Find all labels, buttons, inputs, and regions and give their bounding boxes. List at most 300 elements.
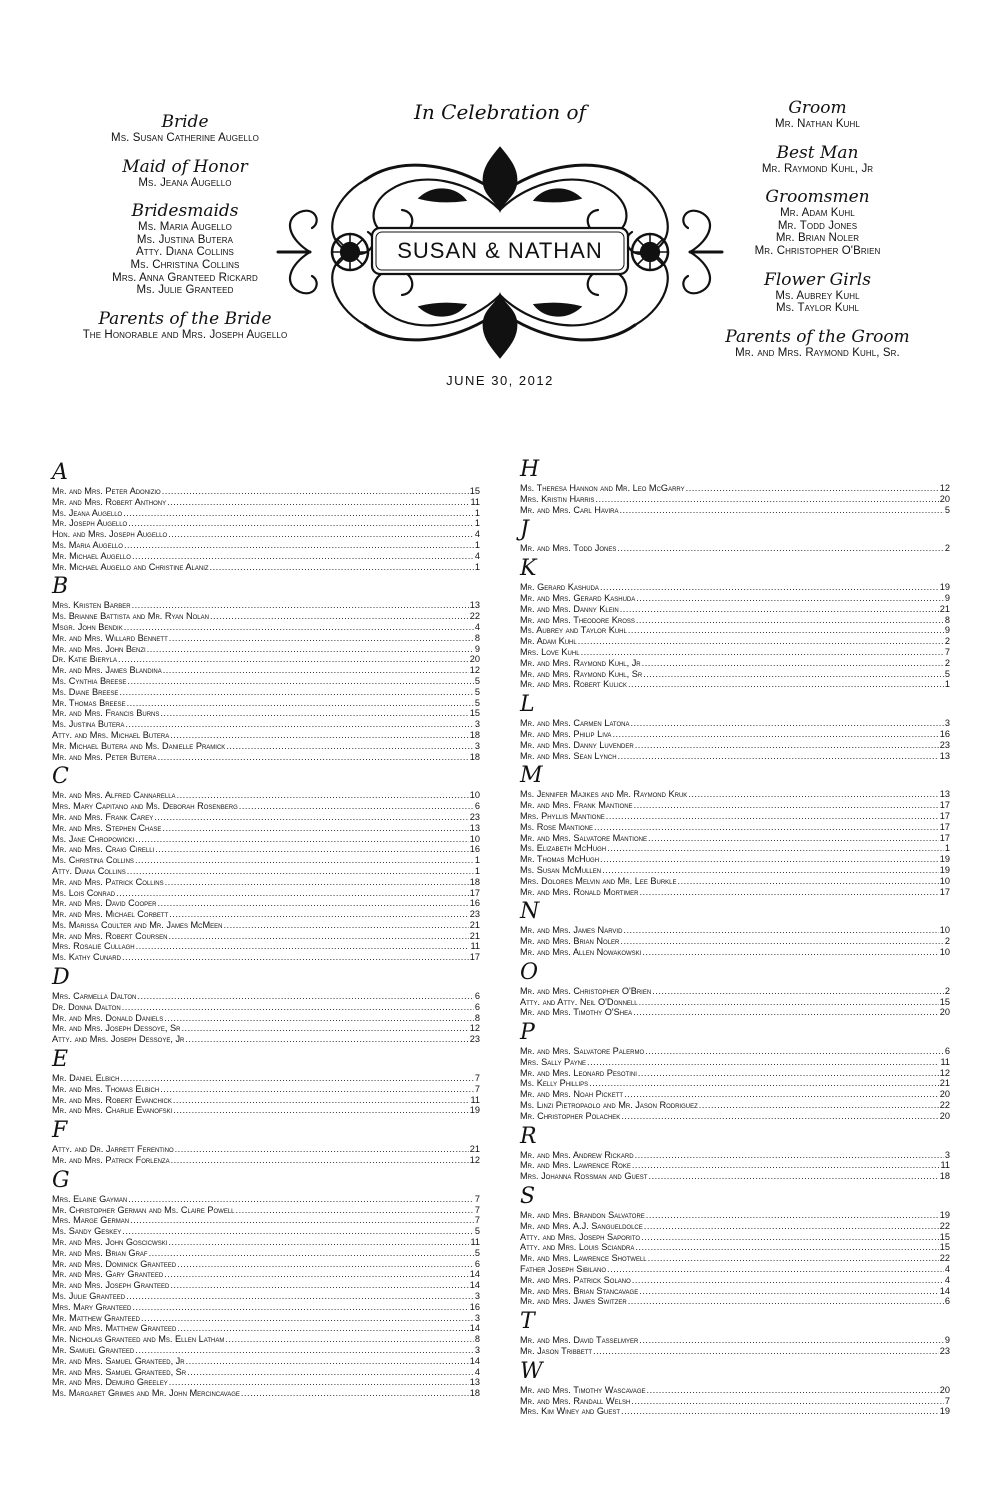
guest-name: Mr. and Mrs. John Goscicwski (52, 1237, 168, 1248)
table-number: 6 (474, 1001, 480, 1012)
guest-name: Ms. Margaret Grimes and Mr. John Mercincavage (52, 1388, 240, 1399)
dot-leader (135, 855, 474, 866)
guest-name: Mr. and Mrs. Raymond Kuhl, Sr (520, 668, 643, 679)
table-number: 3 (474, 719, 480, 730)
guest-name: Mr. and Mrs. Timothy Wascavage (520, 1384, 646, 1395)
dot-leader (118, 654, 469, 665)
dot-leader (177, 790, 469, 801)
dot-leader (647, 1385, 939, 1396)
guest-row (52, 801, 480, 812)
guest-row (52, 844, 480, 855)
guest-name: Msgr. John Bendik (52, 621, 123, 632)
guest-row (520, 669, 950, 680)
dot-leader (123, 508, 474, 519)
guest-row (52, 730, 480, 741)
dot-leader (241, 1388, 469, 1399)
guest-name: Ms. Susan McMullen (520, 864, 602, 875)
table-number: 1 (474, 855, 480, 866)
celebration-heading: In Celebration of (414, 100, 586, 124)
guest-row (52, 1323, 480, 1334)
guest-name: Mr. Adam Kuhl (520, 636, 577, 647)
party-member-name: Ms. Taylor Kuhl (775, 302, 860, 315)
guest-name: Mr. and Mrs. A.J. Sangueldolce (520, 1220, 643, 1231)
guest-row (520, 811, 950, 822)
dot-leader (147, 644, 474, 655)
guest-row (520, 936, 950, 947)
section-letter: W (520, 1358, 543, 1384)
dot-leader (578, 636, 944, 647)
guest-row (52, 1194, 480, 1205)
dot-leader (589, 1078, 939, 1089)
guest-row (520, 925, 950, 936)
dot-leader (170, 730, 469, 741)
dot-leader (606, 811, 939, 822)
dot-leader (648, 1171, 938, 1182)
dot-leader (623, 925, 938, 936)
guest-name: Mr. Matthew Granteed (52, 1312, 140, 1323)
guest-row (520, 1221, 950, 1232)
table-number: 11 (470, 496, 480, 507)
dot-leader (181, 1023, 468, 1034)
guest-row (520, 1100, 950, 1111)
guest-row (520, 679, 950, 690)
guest-row (520, 1171, 950, 1182)
table-number: 17 (469, 952, 480, 963)
guest-name: Mr. and Mrs. Theodore Kross (520, 614, 635, 625)
table-number: 16 (469, 1301, 480, 1312)
dot-leader (130, 1215, 474, 1226)
section-letter: B (52, 574, 69, 600)
guest-row (52, 931, 480, 942)
section-letter: K (520, 556, 537, 582)
party-member-name: Ms. Aubrey Kuhl (775, 289, 860, 302)
dot-leader (169, 633, 474, 644)
dot-leader (173, 1105, 468, 1116)
table-number: 10 (939, 925, 950, 936)
dot-leader (632, 1275, 944, 1286)
dot-leader (158, 752, 469, 763)
guest-name: Mr. and Mrs. Salvatore Palermo (520, 1046, 645, 1057)
guest-row (520, 1068, 950, 1079)
dot-leader (128, 1194, 474, 1205)
dot-leader (600, 854, 939, 865)
dot-leader (593, 1346, 939, 1357)
dot-leader (171, 1155, 469, 1166)
guest-row (520, 1160, 950, 1171)
dot-leader (602, 865, 939, 876)
guest-row (52, 1313, 480, 1324)
dot-leader (210, 562, 474, 573)
guest-name: Ms. Jeana Augello (52, 507, 123, 518)
dot-leader (581, 647, 944, 658)
guest-name: Mr. and Mrs. Carl Havira (520, 504, 619, 515)
guest-row (52, 1237, 480, 1248)
dot-leader (177, 1323, 468, 1334)
guest-name: Mrs. Dolores Melvin and Mr. Lee Burkle (520, 875, 677, 886)
table-number: 22 (469, 611, 480, 622)
dot-leader (621, 1111, 938, 1122)
table-number: 19 (939, 1406, 950, 1417)
table-number: 4 (474, 1366, 480, 1377)
guest-row (520, 1286, 950, 1297)
dot-leader (141, 1313, 474, 1324)
table-number: 20 (939, 1384, 950, 1395)
guest-row (52, 1002, 480, 1013)
guest-row (520, 986, 950, 997)
guest-row (52, 1155, 480, 1166)
guest-name: Mr. and Mrs. Frank Mantione (520, 800, 633, 811)
guest-row (52, 654, 480, 665)
guest-name: Ms. Brianne Battista and Mr. Ryan Nolan (52, 611, 209, 622)
guest-name: Mr. and Mrs. Peter Butera (52, 751, 157, 762)
guest-name: Mrs. Phyllis Mantione (520, 810, 605, 821)
table-number: 6 (944, 1296, 950, 1307)
guest-name: Atty. Diana Collins (52, 865, 126, 876)
dot-leader (116, 888, 469, 899)
table-number: 1 (474, 539, 480, 550)
guest-row (52, 752, 480, 763)
guest-name: Ms. Cynthia Breese (52, 675, 127, 686)
table-number: 8 (944, 614, 950, 625)
dot-leader (688, 789, 938, 800)
wedding-date: JUNE 30, 2012 (446, 373, 554, 388)
guest-name: Mr. and Mrs. Dominick Granteed (52, 1258, 177, 1269)
guest-name: Mr. and Mrs. Samuel Granteed, Sr (52, 1366, 187, 1377)
guest-name: Mr. and Mrs. Stephen Chase (52, 822, 162, 833)
guest-name: Mr. and Mrs. Brandon Salvatore (520, 1210, 645, 1221)
dot-leader (648, 1253, 939, 1264)
table-number: 2 (944, 936, 950, 947)
dot-leader (619, 505, 943, 516)
table-number: 7 (944, 1395, 950, 1406)
table-number: 14 (469, 1269, 480, 1280)
guest-row (52, 866, 480, 877)
guest-row (520, 543, 950, 554)
table-number: 17 (469, 887, 480, 898)
party-role-heading: Maid of Honor (122, 156, 248, 177)
dot-leader (160, 708, 468, 719)
guest-row (52, 1280, 480, 1291)
guest-row (52, 518, 480, 529)
guest-name: Mr. and Mrs. James Switzer (520, 1296, 627, 1307)
dot-leader (621, 1406, 939, 1417)
guest-name: Mr. and Mrs. Thomas Elbich (52, 1083, 160, 1094)
table-number: 5 (944, 504, 950, 515)
dot-leader (617, 543, 944, 554)
guest-row (520, 636, 950, 647)
table-number: 20 (939, 1089, 950, 1100)
guest-name: Mrs. Carmella Dalton (52, 991, 137, 1002)
dot-leader (639, 1286, 939, 1297)
dot-leader (631, 1396, 944, 1407)
table-number: 11 (940, 1056, 950, 1067)
table-number: 19 (939, 854, 950, 865)
guest-row (52, 562, 480, 573)
table-number: 5 (474, 1247, 480, 1258)
guest-row (52, 941, 480, 952)
guest-row (52, 952, 480, 963)
table-number: 7 (474, 1083, 480, 1094)
guest-row (520, 1296, 950, 1307)
dot-leader (162, 486, 469, 497)
guest-row (520, 582, 950, 593)
guest-name: Mr. and Mrs. Alfred Cannarella (52, 790, 176, 801)
guest-name: Ms. Sandy Geskey (52, 1226, 122, 1237)
table-number: 14 (469, 1355, 480, 1366)
table-number: 14 (469, 1280, 480, 1291)
dot-leader (636, 615, 944, 626)
guest-name: Ms. Lois Conrad (52, 887, 116, 898)
dot-leader (177, 1259, 474, 1270)
table-number: 14 (939, 1285, 950, 1296)
guest-name: Mrs. Sally Payne (520, 1056, 587, 1067)
dot-leader (187, 1367, 474, 1378)
guest-row (52, 834, 480, 845)
guest-row (520, 647, 950, 658)
dot-leader (136, 941, 470, 952)
guest-name: Mr. and Mrs. Todd Jones (520, 543, 617, 554)
table-number: 7 (474, 1073, 480, 1084)
guest-row (520, 854, 950, 865)
table-number: 20 (939, 1110, 950, 1121)
dot-leader (125, 719, 474, 730)
guest-row (520, 604, 950, 615)
dot-leader (185, 1034, 468, 1045)
guest-row (52, 909, 480, 920)
guest-row (52, 676, 480, 687)
guest-name: Mr. and Mrs. Patrick Forlenza (52, 1155, 170, 1166)
guest-name: Hon. and Mrs. Joseph Augello (52, 529, 168, 540)
guest-row (52, 708, 480, 719)
guest-name: Mr. and Mrs. David Cooper (52, 898, 157, 909)
dot-leader (168, 1237, 469, 1248)
guest-name: Dr. Katie Bieryla (52, 654, 118, 665)
guest-name: Mr. and Mrs. Brian Stancavage (520, 1285, 639, 1296)
dot-leader (122, 952, 469, 963)
table-number: 1 (474, 518, 480, 529)
dot-leader (225, 1334, 474, 1345)
table-number: 21 (939, 1078, 950, 1089)
table-number: 3 (474, 1291, 480, 1302)
party-member-name: Ms. Justina Butera (136, 233, 234, 246)
guest-name: Mr. and Mrs. Robert Evanchick (52, 1094, 172, 1105)
table-number: 5 (474, 675, 480, 686)
guest-row (52, 1144, 480, 1155)
guest-name: Atty. and Mrs. Michael Butera (52, 729, 170, 740)
guest-row (520, 1396, 950, 1407)
guest-row (52, 823, 480, 834)
dot-leader (165, 877, 469, 888)
dot-leader (127, 676, 473, 687)
table-number: 20 (939, 1007, 950, 1018)
guest-name: Mrs. Mary Granteed (52, 1301, 132, 1312)
table-number: 9 (944, 625, 950, 636)
table-number: 1 (944, 679, 950, 690)
section-letter: A (52, 460, 68, 485)
guest-row (52, 698, 480, 709)
guest-row (520, 789, 950, 800)
party-role-heading: Flower Girls (764, 269, 871, 290)
dot-leader (239, 801, 474, 812)
section-letter: L (520, 692, 535, 718)
dot-leader (226, 741, 474, 752)
guest-name: Mr. and Mrs. Charlie Evanofski (52, 1105, 173, 1116)
guest-row (520, 593, 950, 604)
dot-leader (634, 800, 939, 811)
guest-row (52, 1023, 480, 1034)
table-number: 4 (944, 1264, 950, 1275)
guest-name: Mr. and Mrs. Salvatore Mantione (520, 832, 647, 843)
party-role-heading: Parents of the Groom (725, 326, 910, 347)
dot-leader (168, 931, 468, 942)
section-letter: N (520, 899, 540, 925)
guest-row (52, 611, 480, 622)
party-member-name: Mr. Christopher O'Brien (754, 244, 881, 257)
guest-name: Ms. Rose Mantione (520, 821, 593, 832)
guest-name: Mr. and Mrs. Timothy O'Shea (520, 1007, 633, 1018)
guest-row (52, 687, 480, 698)
guest-name: Mr. and Mrs. Brian Noler (520, 936, 620, 947)
couple-names: SUSAN & NATHAN (397, 238, 603, 263)
table-number: 5 (474, 1226, 480, 1237)
guest-row (520, 865, 950, 876)
dot-leader (678, 876, 939, 887)
dot-leader (162, 823, 468, 834)
guest-row (520, 1232, 950, 1243)
guest-row (52, 1248, 480, 1259)
guest-row (520, 1150, 950, 1161)
guest-row (520, 1335, 950, 1346)
guest-row (520, 1007, 950, 1018)
dot-leader (644, 1221, 939, 1232)
guest-name: Mr. Gerard Kashuda (520, 582, 599, 593)
dot-leader (186, 1356, 469, 1367)
guest-list-left (52, 458, 480, 1399)
table-number: 1 (474, 561, 480, 572)
guest-row (520, 1275, 950, 1286)
guest-name: Ms. Kathy Cunard (52, 952, 121, 963)
guest-name: Mr. and Mrs. Demuro Greeley (52, 1377, 168, 1388)
table-number: 12 (939, 1067, 950, 1078)
table-number: 6 (474, 801, 480, 812)
guest-name: Mr. Christopher Polachek (520, 1110, 621, 1121)
dot-leader (686, 483, 939, 494)
table-number: 16 (939, 728, 950, 739)
table-number: 17 (939, 886, 950, 897)
party-role-heading: Bridesmaids (131, 201, 239, 222)
table-number: 10 (939, 875, 950, 886)
guest-name: Ms. Linzi Pietropaolo and Mr. Jason Rodriguez (520, 1100, 698, 1111)
guest-row (52, 1259, 480, 1270)
guest-row (520, 494, 950, 505)
table-number: 21 (469, 919, 480, 930)
dot-leader (160, 1084, 474, 1095)
party-role-heading: Best Man (776, 142, 859, 163)
guest-name: Mr. and Mrs. Craig Cirelli (52, 844, 155, 855)
table-number: 19 (469, 1105, 480, 1116)
table-number: 23 (469, 1034, 480, 1045)
dot-leader (648, 833, 939, 844)
guest-row (52, 1105, 480, 1116)
guest-row (52, 1334, 480, 1345)
table-number: 7 (474, 1204, 480, 1215)
guest-name: Ms. Aubrey and Taylor Kuhl (520, 625, 627, 636)
guest-name: Mrs. Kim Winey and Guest (520, 1406, 621, 1417)
section-letter: T (520, 1309, 535, 1335)
guest-name: Ms. Theresa Hannon and Mr. Leo McGarry (520, 483, 685, 493)
dot-leader (646, 1210, 939, 1221)
dot-leader (607, 843, 944, 854)
guest-row (52, 1013, 480, 1024)
guest-name: Ms. Kelly Phillips (520, 1078, 589, 1089)
dot-leader (639, 1335, 944, 1346)
section-letter: E (52, 1047, 69, 1073)
guest-row (52, 1084, 480, 1095)
table-number: 15 (939, 1231, 950, 1242)
guest-row (52, 1367, 480, 1378)
guest-name: Mr. and Mrs. Leonard Pesotini (520, 1067, 637, 1078)
dot-leader (624, 1089, 939, 1100)
guest-name: Mrs. Johanna Rossman and Guest (520, 1171, 648, 1182)
table-number: 12 (469, 1155, 480, 1166)
guest-row (52, 1356, 480, 1367)
section-letter: G (52, 1167, 70, 1193)
party-member-name: Mr. and Mrs. Raymond Kuhl, Sr. (735, 346, 900, 359)
table-number: 12 (469, 665, 480, 676)
guest-name: Mr. Thomas McHugh (520, 854, 600, 865)
table-number: 22 (939, 1100, 950, 1111)
section-letter: P (520, 1020, 535, 1046)
dot-leader (587, 1057, 939, 1068)
dot-leader (120, 1073, 473, 1084)
guest-name: Mr. and Mrs. Robert Kulick (520, 679, 627, 690)
guest-row (52, 790, 480, 801)
table-number: 18 (469, 751, 480, 762)
dot-leader (628, 1296, 944, 1307)
guest-name: Mr. Joseph Augello (52, 518, 128, 529)
guest-name: Ms. Elizabeth McHugh (520, 843, 607, 854)
section-letter: C (52, 764, 69, 790)
dot-leader (652, 986, 944, 997)
dot-leader (163, 665, 469, 676)
dot-leader (642, 947, 938, 958)
table-number: 12 (939, 483, 950, 493)
guest-row (520, 1057, 950, 1068)
dot-leader (236, 1205, 474, 1216)
guest-name: Father Joseph Sibilano (520, 1264, 607, 1275)
section-letter: H (520, 457, 540, 482)
guest-name: Mr. and Mrs. Peter Adonizio (52, 486, 161, 496)
party-member-name: Mr. Nathan Kuhl (775, 118, 860, 130)
dot-leader (124, 622, 474, 633)
dot-leader (127, 866, 474, 877)
guest-row (52, 1269, 480, 1280)
table-number: 13 (469, 1377, 480, 1388)
table-number: 8 (474, 1334, 480, 1345)
table-number: 5 (474, 686, 480, 697)
guest-row (52, 1095, 480, 1106)
table-number: 18 (939, 1171, 950, 1182)
dot-leader (210, 611, 469, 622)
dot-leader (132, 1302, 468, 1313)
section-letter: R (520, 1123, 537, 1149)
guest-name: Mr. and Mrs. Allen Nowakowski (520, 946, 642, 957)
guest-name: Atty. and Mrs. Joseph Dessoye, Jr (52, 1034, 185, 1045)
guest-row (520, 625, 950, 636)
guest-name: Ms. Christina Collins (52, 855, 134, 866)
table-number: 11 (470, 1237, 480, 1248)
guest-name: Mr. and Mrs. Willard Bennett (52, 632, 168, 643)
